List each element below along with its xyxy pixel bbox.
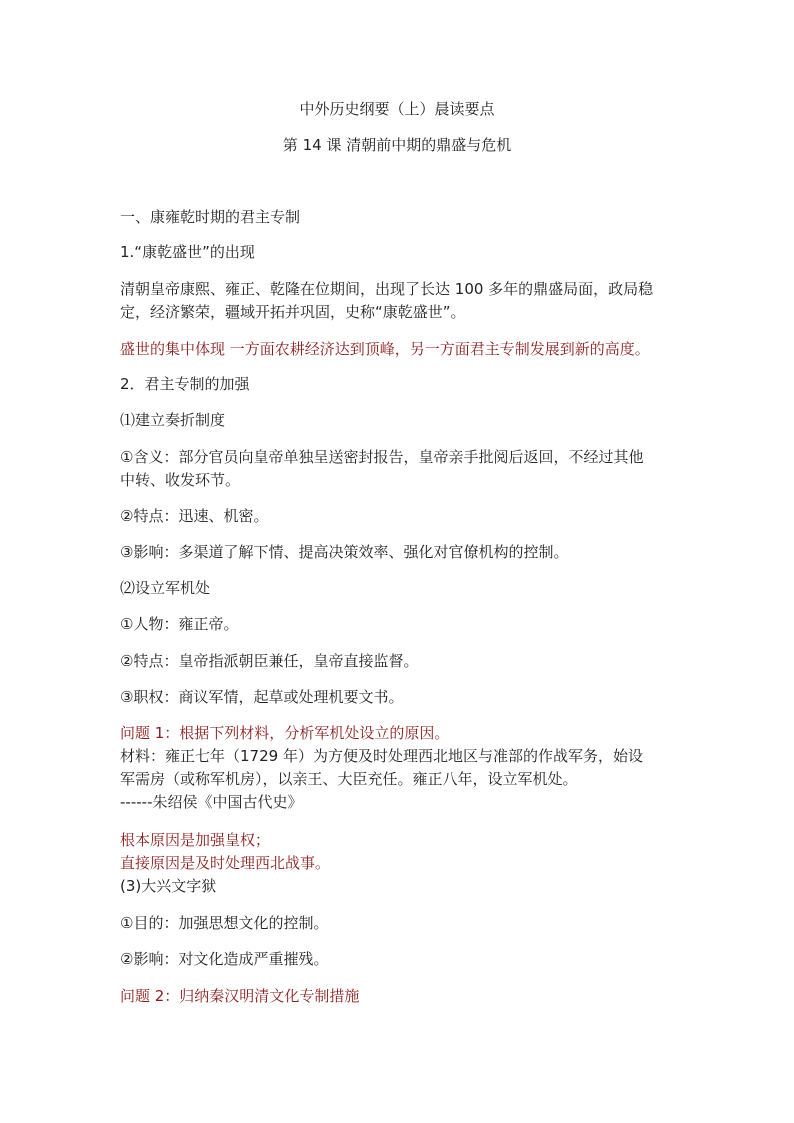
list-item: ①含义：部分官员向皇帝单独呈送密封报告，皇帝亲手批阅后返回，不经过其他 bbox=[120, 448, 644, 466]
list-item: ②特点：皇帝指派朝臣兼任，皇帝直接监督。 bbox=[120, 652, 419, 670]
material-line: 军需房（或称军机房），以亲王、大臣充任。雍正八年，设立军机处。 bbox=[120, 770, 578, 788]
question-2: 问题 2：归纳秦汉明清文化专制措施 bbox=[120, 987, 360, 1005]
subheading-autocracy: 2．君主专制的加强 bbox=[120, 375, 250, 393]
page-title: 中外历史纲要（上）晨读要点 bbox=[299, 100, 495, 118]
section-heading: 一、康雍乾时期的君主专制 bbox=[120, 208, 301, 226]
subsection-wenziyu: (3)大兴文字狱 bbox=[120, 877, 217, 895]
list-item: ①人物：雍正帝。 bbox=[120, 615, 239, 633]
subheading-kangqian: 1.“康乾盛世”的出现 bbox=[120, 243, 255, 261]
list-item: ③影响：多渠道了解下情、提高决策效率、强化对官僚机构的控制。 bbox=[120, 543, 569, 561]
material-source: ------朱绍侯《中国古代史》 bbox=[120, 793, 303, 811]
answer-line: 直接原因是及时处理西北战事。 bbox=[120, 854, 331, 872]
list-item: ③职权：商议军情，起草或处理机要文书。 bbox=[120, 688, 404, 706]
material-line: 材料：雍正七年（1729 年）为方便及时处理西北地区与准部的作战军务，始设 bbox=[120, 747, 643, 765]
list-item-continued: 中转、收发环节。 bbox=[120, 471, 241, 489]
subsection-memorial: ⑴建立奏折制度 bbox=[120, 411, 226, 429]
list-item: ①目的：加强思想文化的控制。 bbox=[120, 914, 329, 932]
subsection-junjichu: ⑵设立军机处 bbox=[120, 579, 211, 597]
highlight-paragraph: 盛世的集中体现 一方面农耕经济达到顶峰，另一方面君主专制发展到新的高度。 bbox=[120, 340, 650, 358]
paragraph-line: 清朝皇帝康熙、雍正、乾隆在位期间，出现了长达 100 多年的鼎盛局面，政局稳 bbox=[120, 280, 654, 298]
paragraph-line: 定，经济繁荣，疆域开拓并巩固，史称“康乾盛世”。 bbox=[120, 303, 466, 321]
list-item: ②特点：迅速、机密。 bbox=[120, 507, 269, 525]
list-item: ②影响：对文化造成严重摧残。 bbox=[120, 950, 329, 968]
question-1: 问题 1：根据下列材料，分析军机处设立的原因。 bbox=[120, 724, 450, 742]
lesson-subtitle: 第 14 课 清朝前中期的鼎盛与危机 bbox=[282, 136, 512, 154]
answer-line: 根本原因是加强皇权； bbox=[120, 831, 271, 849]
